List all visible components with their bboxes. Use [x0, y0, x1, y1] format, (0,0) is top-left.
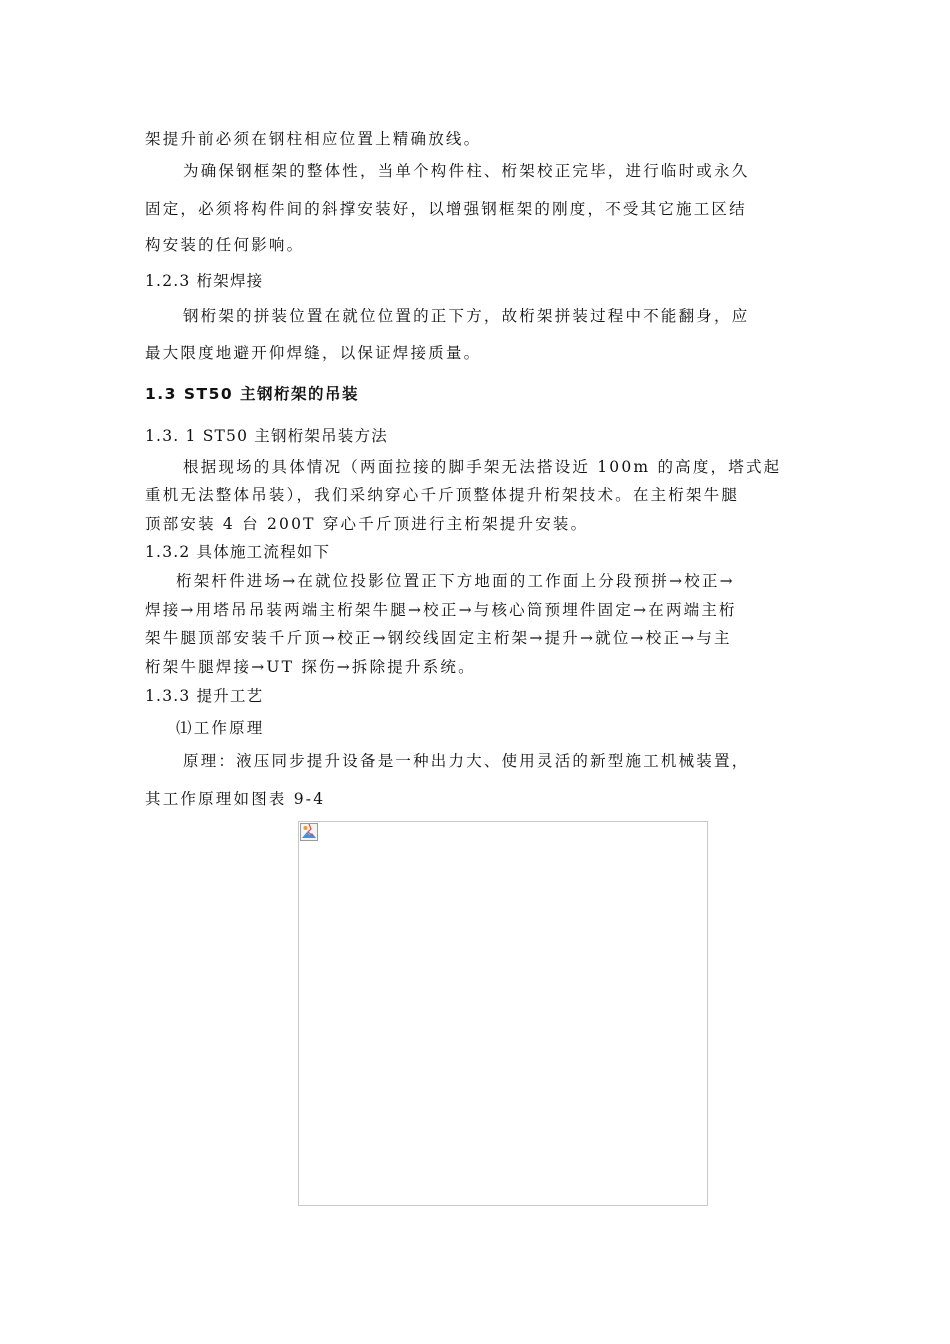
paragraph-line: 钢桁架的拼装位置在就位位置的正下方，故桁架拼装过程中不能翻身，应 — [183, 307, 750, 325]
paragraph-line: 焊接→用塔吊吊装两端主桁架牛腿→校正→与核心筒预埋件固定→在两端主桁 — [145, 601, 737, 619]
paragraph-line: 重机无法整体吊装），我们采纳穿心千斤顶整体提升桁架技术。在主桁架牛腿 — [145, 486, 740, 504]
section-heading-1-2-3: 1.2.3 桁架焊接 — [145, 272, 264, 290]
paragraph-line: 桁架牛腿焊接→UT 探伤→拆除提升系统。 — [145, 658, 476, 676]
paragraph-line: 桁架杆件进场→在就位投影位置正下方地面的工作面上分段预拼→校正→ — [176, 572, 735, 590]
section-heading-1-3-3: 1.3.3 提升工艺 — [145, 687, 264, 705]
paragraph-line: 最大限度地避开仰焊缝，以保证焊接质量。 — [145, 344, 482, 362]
broken-image-icon — [300, 823, 318, 841]
section-heading-1-3-2: 1.3.2 具体施工流程如下 — [145, 543, 331, 561]
paragraph-line: 其工作原理如图表 9-4 — [145, 790, 326, 808]
paragraph-line: 固定，必须将构件间的斜撑安装好，以增强钢框架的刚度，不受其它施工区结 — [145, 200, 747, 218]
list-item-label: ⑴工作原理 — [176, 719, 265, 737]
paragraph-line: 根据现场的具体情况（两面拉接的脚手架无法搭设近 100m 的高度，塔式起 — [183, 458, 782, 476]
paragraph-line: 架提升前必须在钢柱相应位置上精确放线。 — [145, 130, 482, 148]
paragraph-line: 构安装的任何影响。 — [145, 236, 305, 254]
section-heading-1-3: 1.3 ST50 主钢桁架的吊装 — [145, 385, 360, 403]
paragraph-line: 顶部安装 4 台 200T 穿心千斤顶进行主桁架提升安装。 — [145, 515, 589, 533]
paragraph-line: 原理：液压同步提升设备是一种出力大、使用灵活的新型施工机械装置， — [183, 752, 750, 770]
section-heading-1-3-1: 1.3. 1 ST50 主钢桁架吊装方法 — [145, 427, 388, 445]
paragraph-line: 架牛腿顶部安装千斤顶→校正→钢绞线固定主桁架→提升→就位→校正→与主 — [145, 629, 732, 647]
figure-placeholder — [298, 821, 708, 1206]
paragraph-line: 为确保钢框架的整体性，当单个构件柱、桁架校正完毕，进行临时或永久 — [183, 162, 750, 180]
